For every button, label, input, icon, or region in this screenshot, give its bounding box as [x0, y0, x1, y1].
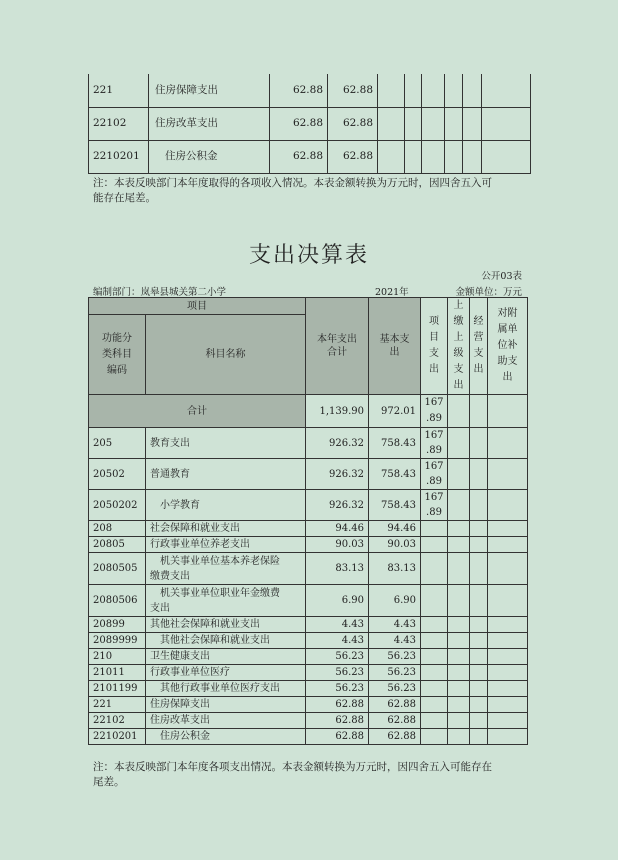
- empty-cell: [448, 585, 470, 617]
- row-total: 62.88: [306, 713, 369, 729]
- row-basic: 62.88: [369, 713, 421, 729]
- row-project: [421, 617, 448, 633]
- row-name: 其他社会保障和就业支出: [146, 617, 306, 633]
- header-func-code: 功能分 类科目 编码: [89, 315, 146, 395]
- row-code: 22102: [89, 713, 146, 729]
- income-table-continuation: [88, 74, 531, 174]
- row-project: 167 .89: [421, 428, 448, 459]
- row-total: 62.88: [306, 729, 369, 745]
- report-year: 2021年: [375, 287, 409, 298]
- form-number: 公开03表: [481, 271, 522, 282]
- empty-cell: [470, 537, 488, 553]
- row-project: [421, 521, 448, 537]
- row-project: 167 .89: [421, 490, 448, 521]
- row-total: 83.13: [306, 553, 369, 585]
- empty-cell: [378, 107, 405, 140]
- empty-cell: [488, 553, 528, 585]
- row-code: 205: [89, 428, 146, 459]
- row-total: 4.43: [306, 617, 369, 633]
- table-row: [89, 490, 528, 521]
- empty-cell: [448, 490, 470, 521]
- empty-cell: [488, 490, 528, 521]
- table-row: [89, 729, 528, 745]
- row-code: 2210201: [89, 729, 146, 745]
- empty-cell: [448, 459, 470, 490]
- row-code: 2080505: [89, 553, 146, 585]
- expenditure-table: [88, 297, 528, 745]
- row-name: 教育支出: [146, 428, 306, 459]
- row-total: 56.23: [306, 681, 369, 697]
- total-basic: 972.01: [369, 395, 421, 428]
- row-code: 2089999: [89, 633, 146, 649]
- empty-cell: [448, 729, 470, 745]
- row-basic: 56.23: [369, 665, 421, 681]
- empty-cell: [482, 140, 531, 173]
- table-row: [89, 649, 528, 665]
- empty-cell: [448, 553, 470, 585]
- empty-cell: [448, 713, 470, 729]
- row-code: 2080506: [89, 585, 146, 617]
- row-project: [421, 553, 448, 585]
- row-total: 90.03: [306, 537, 369, 553]
- row-basic: 62.88: [369, 729, 421, 745]
- empty-cell: [470, 633, 488, 649]
- row-name: 普通教育: [146, 459, 306, 490]
- row-name: 机关事业单位基本养老保险 缴费支出: [146, 553, 306, 585]
- total-amount: 1,139.90: [306, 395, 369, 428]
- row-code: 221: [89, 74, 149, 107]
- row-basic: 83.13: [369, 553, 421, 585]
- empty-cell: [488, 617, 528, 633]
- empty-cell: [470, 553, 488, 585]
- empty-cell: [470, 521, 488, 537]
- empty-cell: [445, 107, 463, 140]
- empty-cell: [445, 140, 463, 173]
- row-basic: 56.23: [369, 681, 421, 697]
- row-code: 221: [89, 697, 146, 713]
- expenditure-table-note: 注：本表反映部门本年度各项支出情况。本表金额转换为万元时，因四舍五入可能存在 尾差。: [93, 761, 492, 788]
- empty-cell: [448, 537, 470, 553]
- row-name: 住房公积金: [146, 729, 306, 745]
- row-project: [421, 585, 448, 617]
- empty-cell: [488, 697, 528, 713]
- empty-cell: [422, 74, 445, 107]
- empty-cell: [448, 633, 470, 649]
- table-row: [89, 585, 528, 617]
- empty-cell: [470, 617, 488, 633]
- row-total: 926.32: [306, 428, 369, 459]
- empty-cell: [448, 697, 470, 713]
- row-name: 小学教育: [146, 490, 306, 521]
- empty-cell: [488, 729, 528, 745]
- row-total: 62.88: [270, 140, 328, 173]
- row-total: 62.88: [306, 697, 369, 713]
- empty-cell: [405, 107, 422, 140]
- row-total: 94.46: [306, 521, 369, 537]
- row-total: 926.32: [306, 459, 369, 490]
- row-name: 卫生健康支出: [146, 649, 306, 665]
- empty-cell: [448, 665, 470, 681]
- unit-label: 金额单位：万元: [455, 287, 522, 298]
- header-subsidy: 对附 属单 位补 助支 出: [488, 298, 528, 395]
- table-row: [89, 459, 528, 490]
- row-project: [421, 633, 448, 649]
- row-project: [421, 649, 448, 665]
- row-total: 62.88: [270, 74, 328, 107]
- row-basic: 56.23: [369, 649, 421, 665]
- empty-cell: [470, 459, 488, 490]
- empty-cell: [470, 428, 488, 459]
- table-row: [89, 521, 528, 537]
- table-row: [89, 140, 531, 173]
- row-project: [421, 713, 448, 729]
- empty-cell: [448, 649, 470, 665]
- empty-cell: [488, 585, 528, 617]
- header-subject: 科目名称: [146, 315, 306, 395]
- header-total: 本年支出 合计: [306, 298, 369, 395]
- row-basic: 758.43: [369, 428, 421, 459]
- row-total: 56.23: [306, 649, 369, 665]
- row-code: 20502: [89, 459, 146, 490]
- empty-cell: [378, 74, 405, 107]
- row-project: 167 .89: [421, 459, 448, 490]
- table-row: [89, 428, 528, 459]
- empty-cell: [470, 681, 488, 697]
- empty-cell: [378, 140, 405, 173]
- empty-cell: [470, 729, 488, 745]
- department-label: 编制部门：岚皋县城关第二小学: [93, 287, 227, 298]
- row-project: [421, 729, 448, 745]
- row-name: 机关事业单位职业年金缴费 支出: [146, 585, 306, 617]
- row-basic: 62.88: [369, 697, 421, 713]
- total-row: [89, 395, 528, 428]
- empty-cell: [470, 665, 488, 681]
- empty-cell: [448, 681, 470, 697]
- row-name: 其他行政事业单位医疗支出: [146, 681, 306, 697]
- row-basic: 758.43: [369, 490, 421, 521]
- table-row: [89, 617, 528, 633]
- empty-cell: [405, 74, 422, 107]
- empty-cell: [488, 649, 528, 665]
- row-basic: 90.03: [369, 537, 421, 553]
- empty-cell: [405, 140, 422, 173]
- row-total: 926.32: [306, 490, 369, 521]
- row-name: 住房保障支出: [149, 74, 270, 107]
- row-name: 住房公积金: [149, 140, 270, 173]
- empty-cell: [488, 537, 528, 553]
- table-row: [89, 107, 531, 140]
- row-project: [421, 697, 448, 713]
- empty-cell: [445, 74, 463, 107]
- row-basic: 4.43: [369, 617, 421, 633]
- row-code: 20805: [89, 537, 146, 553]
- row-basic: 758.43: [369, 459, 421, 490]
- row-basic: 62.88: [328, 74, 378, 107]
- empty-cell: [470, 697, 488, 713]
- row-name: 住房改革支出: [146, 713, 306, 729]
- row-code: 21011: [89, 665, 146, 681]
- total-label: 合计: [89, 395, 306, 428]
- empty-cell: [488, 521, 528, 537]
- income-table-note: 注：本表反映部门本年度取得的各项收入情况。本表金额转换为万元时，因四舍五入可 能存在尾差。: [93, 177, 492, 204]
- empty-cell: [422, 107, 445, 140]
- empty-cell: [488, 713, 528, 729]
- empty-cell: [482, 74, 531, 107]
- empty-cell: [488, 459, 528, 490]
- row-basic: 94.46: [369, 521, 421, 537]
- empty-cell: [448, 521, 470, 537]
- empty-cell: [470, 713, 488, 729]
- row-basic: 6.90: [369, 585, 421, 617]
- header-item: 项目: [89, 298, 306, 315]
- header-upper: 上 缴 上 级 支 出: [448, 298, 470, 395]
- row-project: [421, 665, 448, 681]
- total-project: 167 .89: [421, 395, 448, 428]
- row-code: 2210201: [89, 140, 149, 173]
- empty-cell: [448, 617, 470, 633]
- row-code: 20899: [89, 617, 146, 633]
- row-code: 210: [89, 649, 146, 665]
- row-total: 4.43: [306, 633, 369, 649]
- row-basic: 4.43: [369, 633, 421, 649]
- row-total: 62.88: [270, 107, 328, 140]
- empty-cell: [488, 665, 528, 681]
- row-code: 2101199: [89, 681, 146, 697]
- row-code: 2050202: [89, 490, 146, 521]
- table-row: [89, 697, 528, 713]
- empty-cell: [470, 490, 488, 521]
- empty-cell: [470, 585, 488, 617]
- table-row: [89, 633, 528, 649]
- row-name: 住房改革支出: [149, 107, 270, 140]
- page-title: 支出决算表: [248, 243, 369, 268]
- row-name: 行政事业单位医疗: [146, 665, 306, 681]
- empty-cell: [488, 681, 528, 697]
- empty-cell: [488, 428, 528, 459]
- row-basic: 62.88: [328, 107, 378, 140]
- header-basic: 基本支 出: [369, 298, 421, 395]
- row-code: 208: [89, 521, 146, 537]
- empty-cell: [470, 649, 488, 665]
- row-name: 住房保障支出: [146, 697, 306, 713]
- empty-cell: [482, 107, 531, 140]
- table-row: [89, 74, 531, 107]
- empty-cell: [463, 140, 482, 173]
- empty-cell: [463, 74, 482, 107]
- table-row: [89, 665, 528, 681]
- header-project: 项 目 支 出: [421, 298, 448, 395]
- empty-cell: [463, 107, 482, 140]
- empty-cell: [448, 428, 470, 459]
- header-business: 经 营 支 出: [470, 298, 488, 395]
- table-row: [89, 681, 528, 697]
- table-row: [89, 553, 528, 585]
- row-name: 其他社会保障和就业支出: [146, 633, 306, 649]
- row-code: 22102: [89, 107, 149, 140]
- row-total: 6.90: [306, 585, 369, 617]
- table-row: [89, 537, 528, 553]
- empty-cell: [422, 140, 445, 173]
- row-name: 社会保障和就业支出: [146, 521, 306, 537]
- row-project: [421, 537, 448, 553]
- empty-cell: [488, 633, 528, 649]
- row-total: 56.23: [306, 665, 369, 681]
- row-name: 行政事业单位养老支出: [146, 537, 306, 553]
- table-row: [89, 713, 528, 729]
- row-project: [421, 681, 448, 697]
- row-basic: 62.88: [328, 140, 378, 173]
